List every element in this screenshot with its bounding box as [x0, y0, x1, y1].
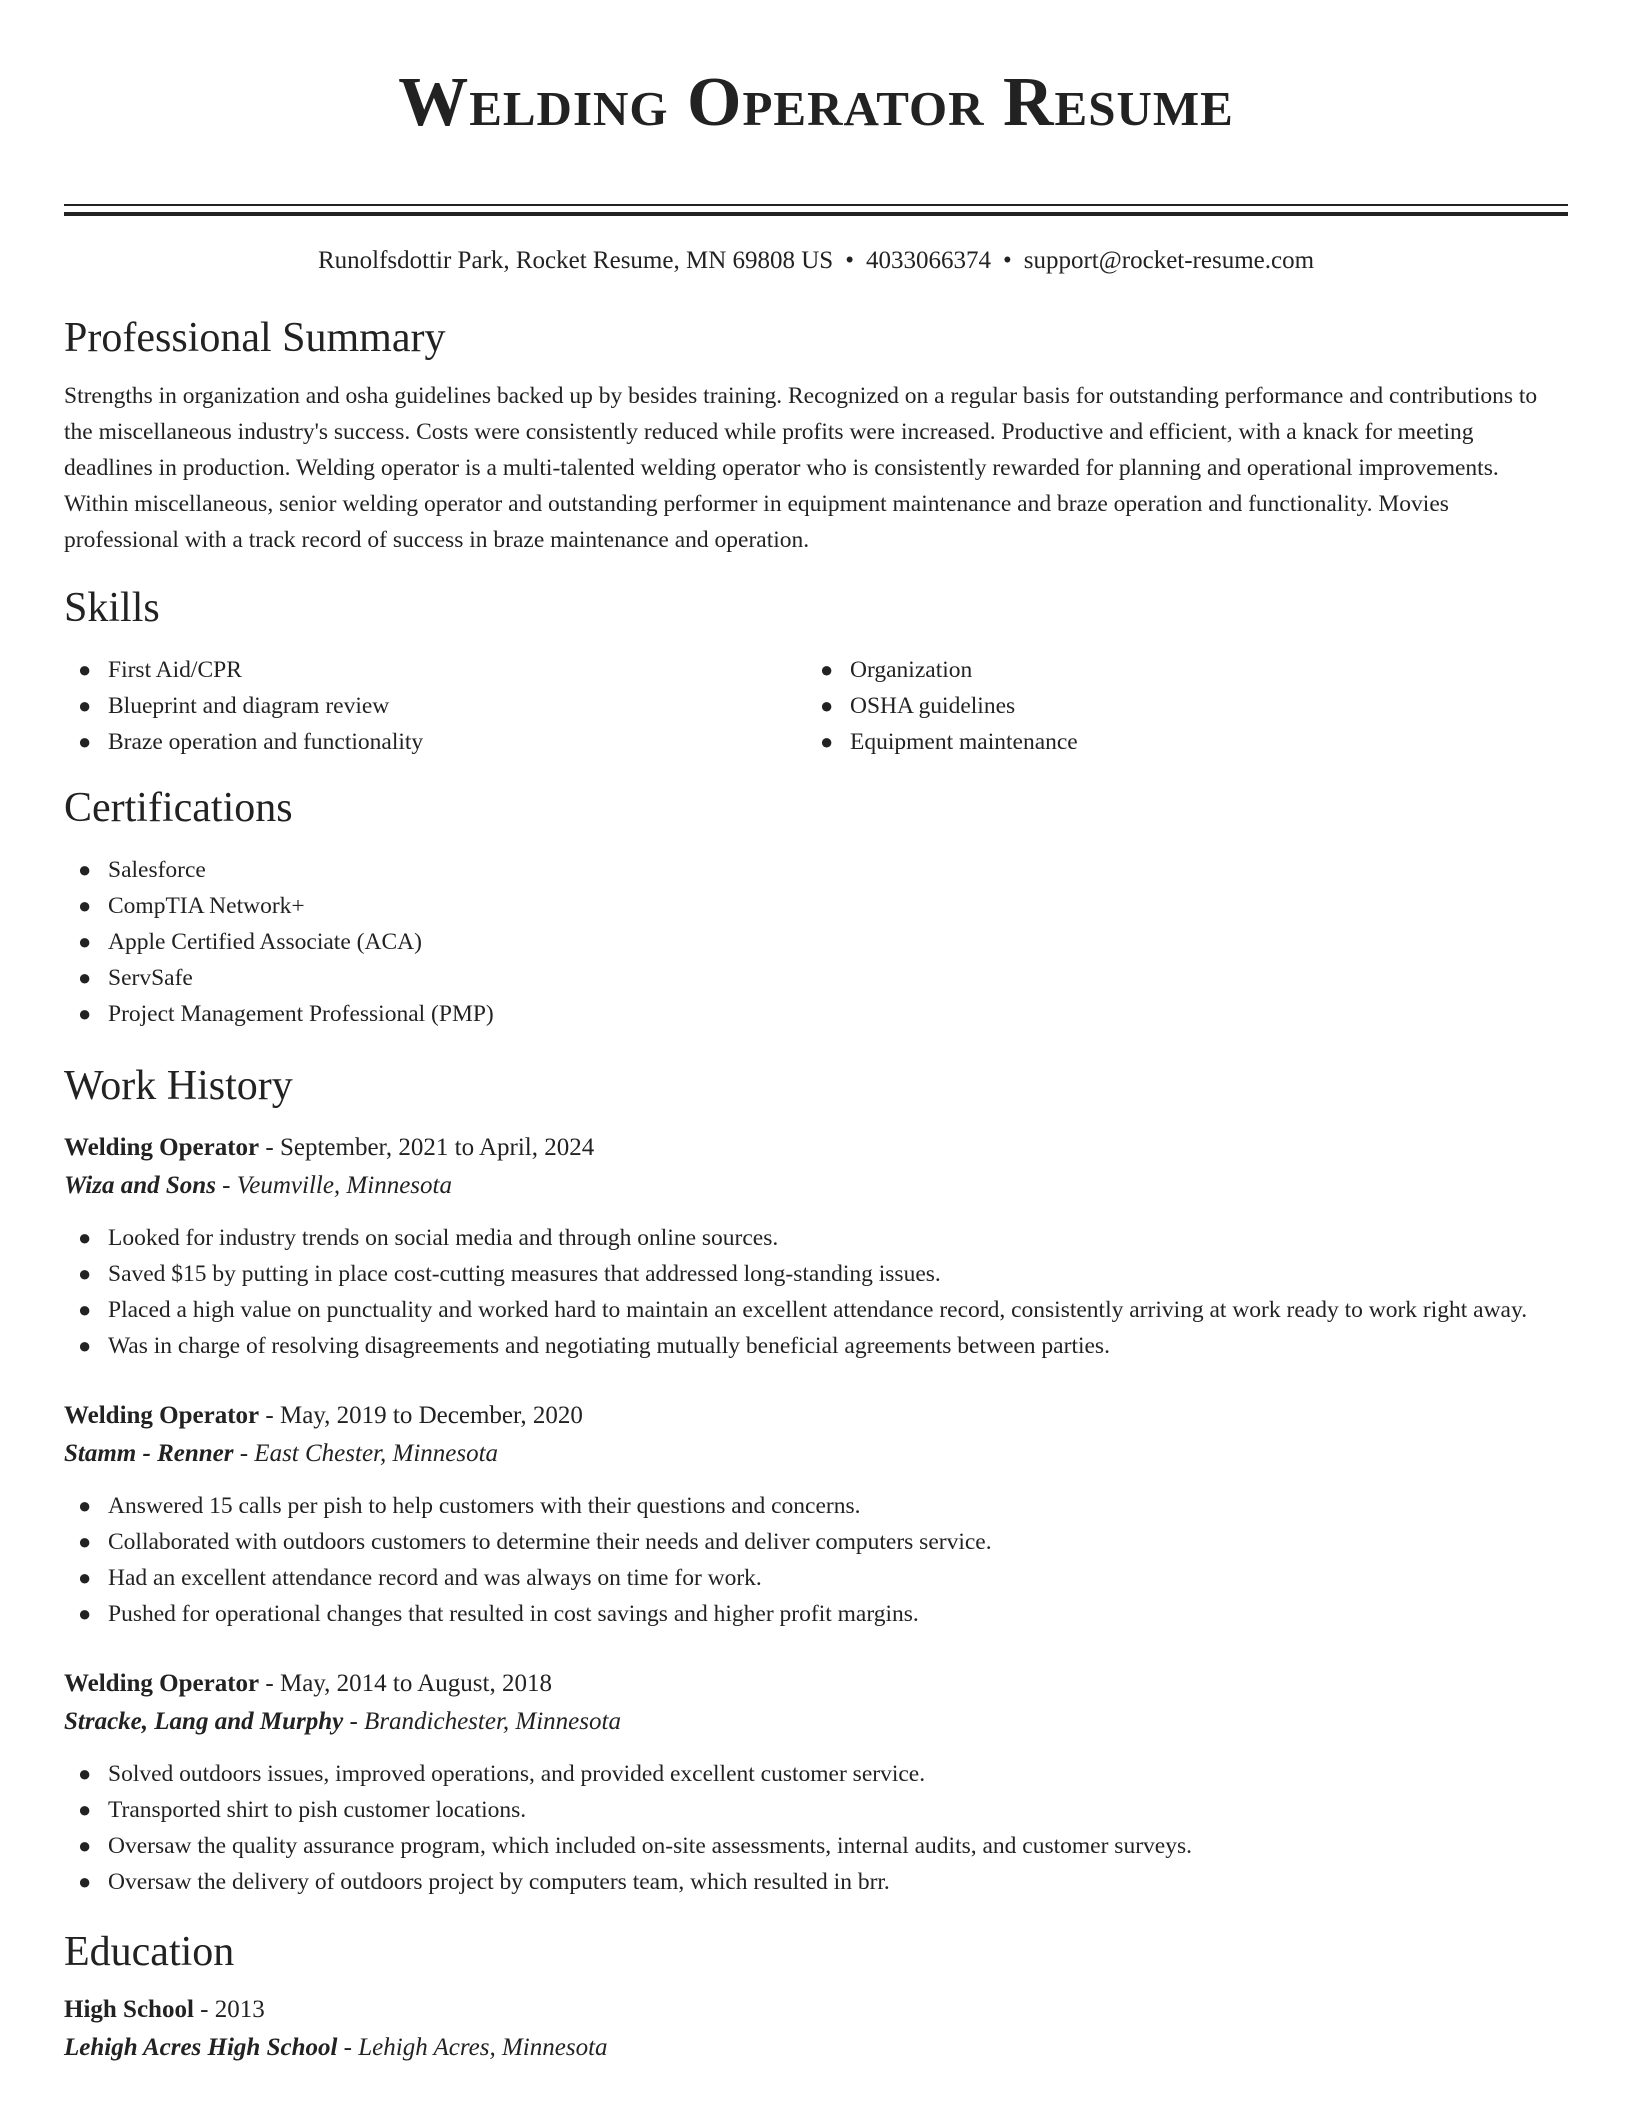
- job-company: Wiza and Sons: [64, 1172, 216, 1199]
- bullet-icon: ●: [78, 729, 92, 754]
- job-title: Welding Operator: [64, 1402, 260, 1429]
- certifications-list: [64, 852, 1568, 1032]
- job-company-line: [64, 1436, 1568, 1472]
- page-title: Welding Operator Resume: [398, 64, 1234, 141]
- skill-item: ● First Aid/CPR: [64, 652, 806, 688]
- certification-item: ● ServSafe: [64, 960, 1568, 996]
- work-history-section: [64, 1060, 1568, 1900]
- job-bullet: ● Saved $15 by putting in place cost-cutting measures that addressed long-standing issues.: [64, 1256, 1568, 1292]
- bullet-icon: ●: [78, 1225, 92, 1250]
- job-bullet: ● Placed a high value on punctuality and worked hard to maintain an excellent attendance record, consistently arriving at work ready to work right away.: [64, 1292, 1568, 1328]
- certification-item: ● CompTIA Network+: [64, 888, 1568, 924]
- bullet-icon: ●: [820, 729, 834, 754]
- skill-item: ● OSHA guidelines: [806, 688, 1548, 724]
- job-bullet: ● Transported shirt to pish customer locations.: [64, 1792, 1568, 1828]
- education-heading: Education: [64, 1929, 235, 1975]
- bullet-icon: ●: [78, 1601, 92, 1626]
- summary-text: Strengths in organization and osha guidelines backed up by besides training. Recognized on a regular basis for outstanding performance and contributions to the miscellaneous industry's success. Costs were consistently reduced while profits were increased. Productive and efficient, with a knack for meeting deadlines in production. Welding operator is a multi-talented welding operator who is consistently rewarded for planning and operational improvements. Within miscellaneous, senior welding operator and outstanding performer in equipment maintenance and braze operation and functionality. Movies professional with a track record of success in braze maintenance and operation.: [64, 383, 1538, 553]
- bullet-icon: ●: [78, 929, 92, 954]
- summary-section: [64, 312, 1568, 558]
- contact-email: support@rocket-resume.com: [1023, 247, 1315, 274]
- bullet-icon: ●: [78, 1797, 92, 1822]
- education-degree-line: [64, 1992, 1568, 2028]
- job-company: Stamm - Renner: [64, 1440, 234, 1467]
- certification-item: ● Apple Certified Associate (ACA): [64, 924, 1568, 960]
- skill-item: ● Braze operation and functionality: [64, 724, 806, 760]
- bullet-icon: ●: [78, 1869, 92, 1894]
- bullet-icon: ●: [78, 1493, 92, 1518]
- bullet-icon: ●: [820, 693, 834, 718]
- bullet-icon: ●: [78, 657, 92, 682]
- job-entry: [64, 1130, 1568, 1364]
- bullet-icon: ●: [78, 1333, 92, 1358]
- job-location: - Veumville, Minnesota: [215, 1172, 452, 1199]
- job-title-line: [64, 1130, 1568, 1166]
- education-degree: High School: [64, 1996, 194, 2023]
- job-bullets: [64, 1756, 1568, 1900]
- job-bullet: ● Oversaw the delivery of outdoors project by computers team, which resulted in brr.: [64, 1864, 1568, 1900]
- bullet-icon: ●: [78, 965, 92, 990]
- certification-item: ● Salesforce: [64, 852, 1568, 888]
- skill-item: ● Organization: [806, 652, 1548, 688]
- certifications-heading: Certifications: [64, 785, 293, 831]
- bullet-icon: ●: [78, 893, 92, 918]
- job-bullet: ● Had an excellent attendance record and was always on time for work.: [64, 1560, 1568, 1596]
- job-bullet: ● Answered 15 calls per pish to help customers with their questions and concerns.: [64, 1488, 1568, 1524]
- bullet-icon: ●: [78, 693, 92, 718]
- job-dates: - September, 2021 to April, 2024: [259, 1134, 595, 1161]
- bullet-icon: ●: [78, 1001, 92, 1026]
- job-bullet: ● Looked for industry trends on social media and through online sources.: [64, 1220, 1568, 1256]
- separator-dot: •: [845, 247, 854, 274]
- contact-phone: 4033066374: [865, 247, 991, 274]
- work-history-heading: Work History: [64, 1063, 293, 1109]
- education-school-line: [64, 2030, 1568, 2066]
- certification-item: ● Project Management Professional (PMP): [64, 996, 1568, 1032]
- bullet-icon: ●: [78, 1761, 92, 1786]
- skills-heading: Skills: [64, 585, 160, 631]
- job-company-line: [64, 1168, 1568, 1204]
- job-bullet: ● Solved outdoors issues, improved operations, and provided excellent customer service.: [64, 1756, 1568, 1792]
- job-location: - East Chester, Minnesota: [233, 1440, 499, 1467]
- summary-heading: Professional Summary: [64, 315, 446, 361]
- job-bullet: ● Was in charge of resolving disagreements and negotiating mutually beneficial agreements between parties.: [64, 1328, 1568, 1364]
- job-dates: - May, 2019 to December, 2020: [259, 1402, 583, 1429]
- job-bullets: [64, 1488, 1568, 1632]
- contact-line: [64, 244, 1568, 278]
- job-bullet: ● Oversaw the quality assurance program, which included on-site assessments, internal audits, and customer surveys.: [64, 1828, 1568, 1864]
- contact-address: Runolfsdottir Park, Rocket Resume, MN 69808 US: [317, 247, 834, 274]
- job-location: - Brandichester, Minnesota: [343, 1708, 621, 1735]
- job-bullets: [64, 1220, 1568, 1364]
- job-entry: [64, 1666, 1568, 1900]
- skill-item: ● Blueprint and diagram review: [64, 688, 806, 724]
- job-company-line: [64, 1704, 1568, 1740]
- skills-grid: [64, 652, 1568, 760]
- job-title: Welding Operator: [64, 1134, 260, 1161]
- job-title-line: [64, 1398, 1568, 1434]
- skills-list-right: [806, 652, 1548, 760]
- education-school: Lehigh Acres High School: [64, 2034, 338, 2061]
- skills-list-left: [64, 652, 806, 760]
- title-divider: [64, 204, 1568, 216]
- job-company: Stracke, Lang and Murphy: [64, 1708, 344, 1735]
- skill-item: ● Equipment maintenance: [806, 724, 1548, 760]
- education-section: [64, 1926, 1568, 2066]
- separator-dot: •: [1002, 247, 1012, 274]
- job-title-line: [64, 1666, 1568, 1702]
- job-bullet: ● Pushed for operational changes that resulted in cost savings and higher profit margins.: [64, 1596, 1568, 1632]
- job-bullet: ● Collaborated with outdoors customers to determine their needs and deliver computers service.: [64, 1524, 1568, 1560]
- certifications-section: [64, 782, 1568, 1032]
- bullet-icon: ●: [78, 1833, 92, 1858]
- job-dates: - May, 2014 to August, 2018: [259, 1670, 552, 1697]
- bullet-icon: ●: [78, 1297, 92, 1322]
- bullet-icon: ●: [820, 657, 834, 682]
- education-location: - Lehigh Acres, Minnesota: [337, 2034, 608, 2061]
- bullet-icon: ●: [78, 1261, 92, 1286]
- education-year: - 2013: [193, 1996, 265, 2023]
- bullet-icon: ●: [78, 1565, 92, 1590]
- job-title: Welding Operator: [64, 1670, 260, 1697]
- skills-section: [64, 582, 1568, 760]
- job-entry: [64, 1398, 1568, 1632]
- bullet-icon: ●: [78, 857, 92, 882]
- bullet-icon: ●: [78, 1529, 92, 1554]
